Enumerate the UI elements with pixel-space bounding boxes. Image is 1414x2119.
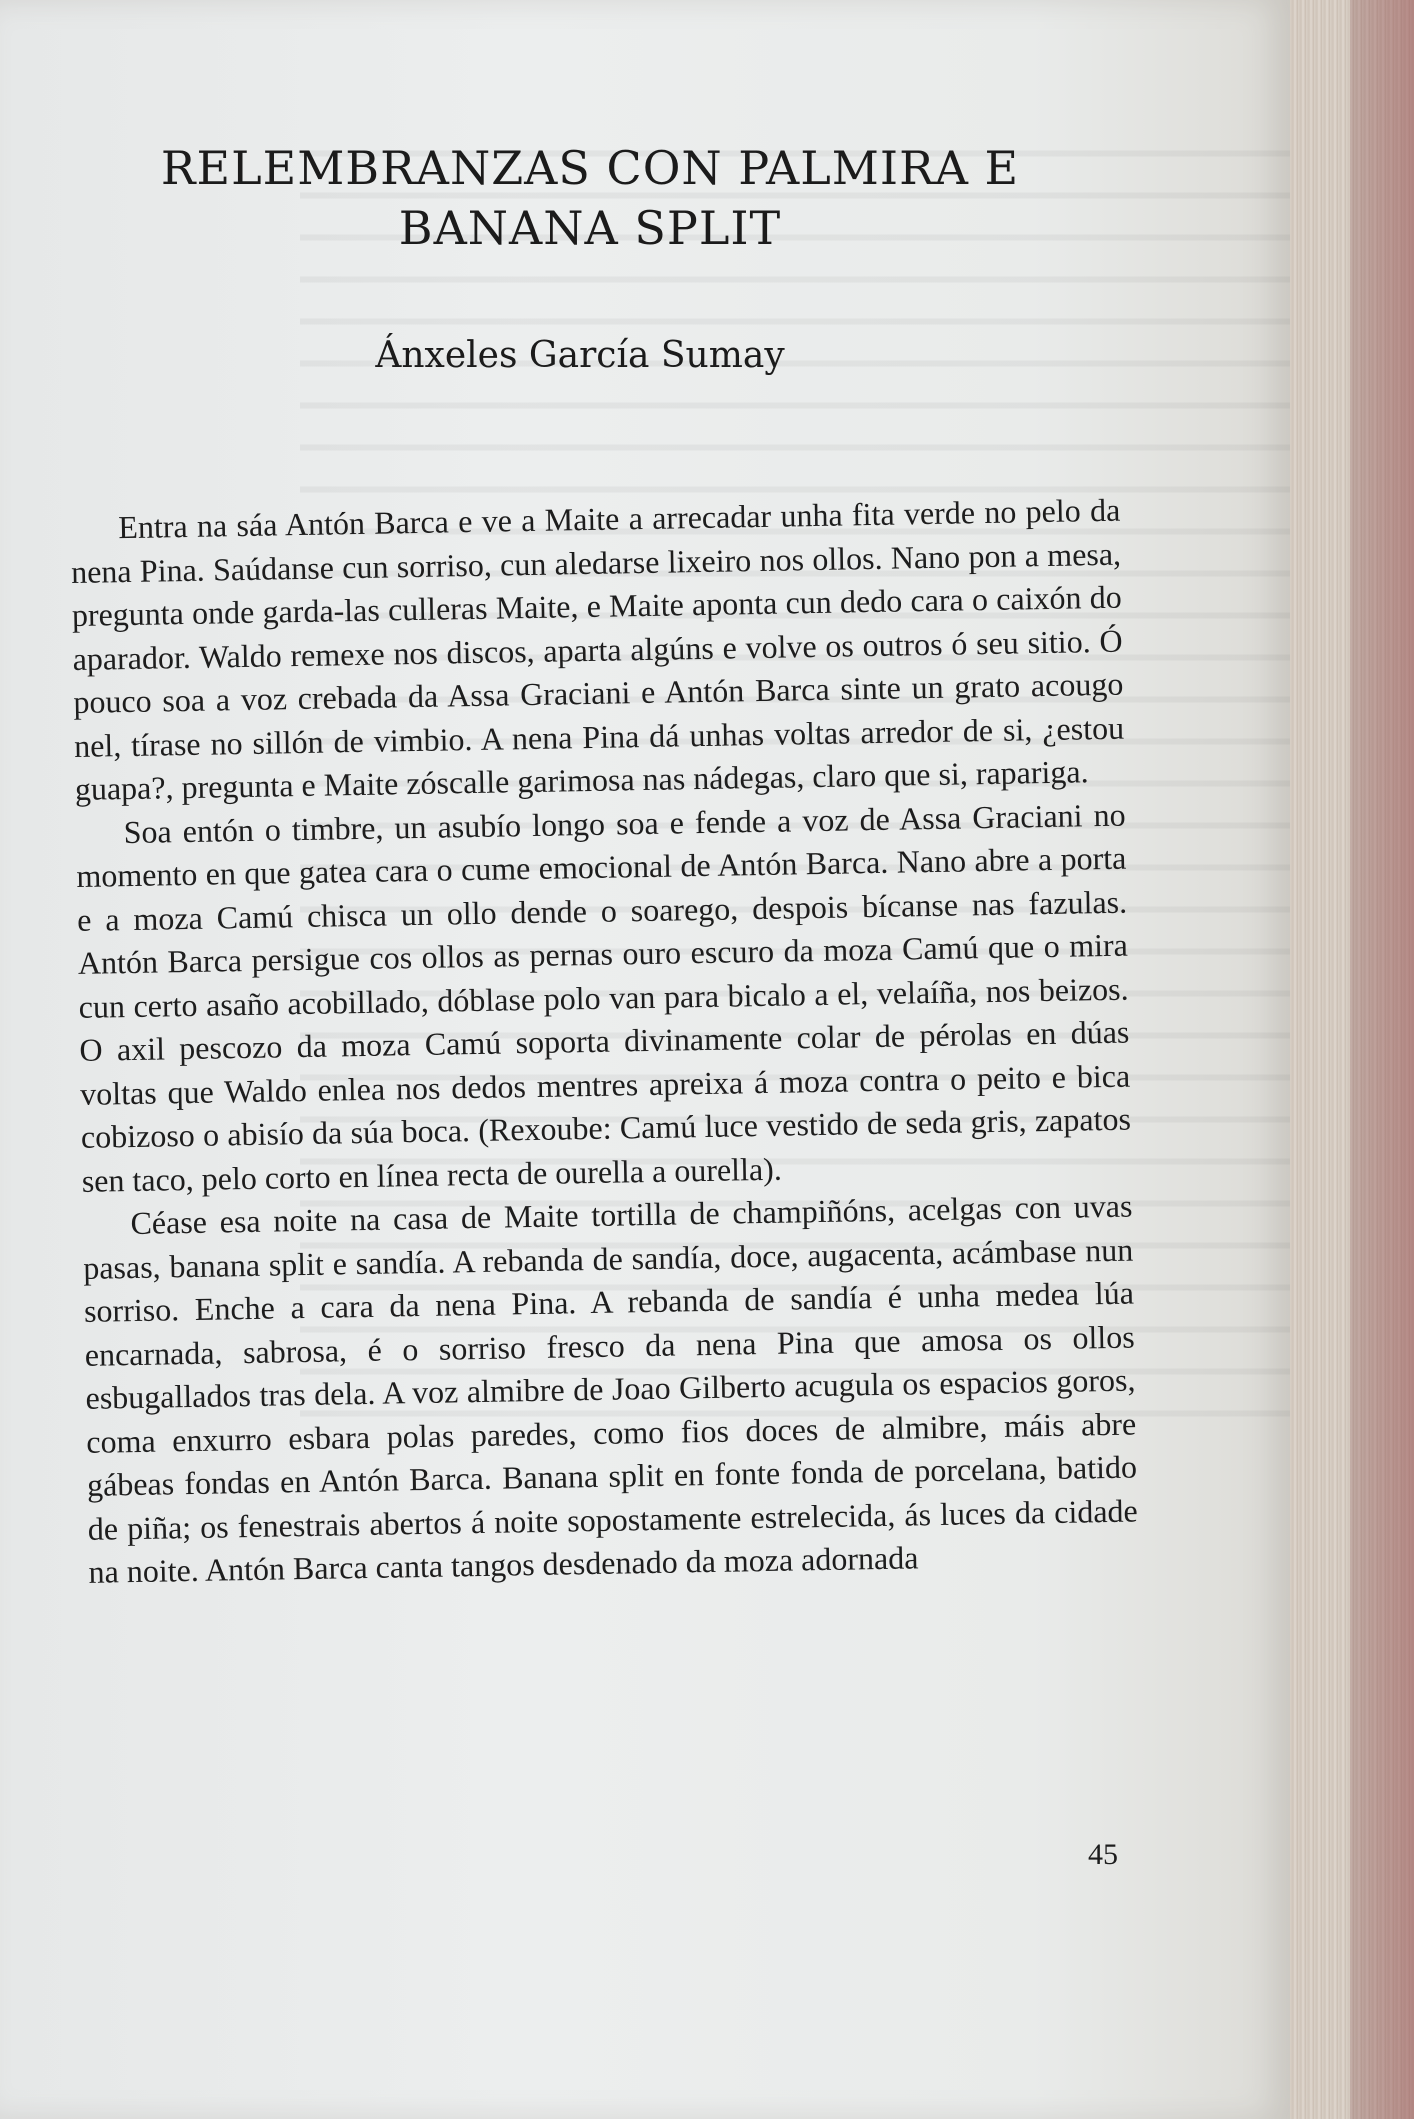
page-number: 45 (1088, 1838, 1118, 1871)
body-text (70, 489, 1139, 1595)
title-line-1: RELEMBRANZAS CON PALMIRA E (160, 141, 1020, 195)
author-name: Ánxeles García Sumay (375, 335, 785, 376)
chapter-title (90, 138, 1090, 258)
page-edges (1290, 0, 1414, 2119)
paragraph-1: Entra na sáa Antón Barca e ve a Maite a arrecadar unha fita verde no pelo da nena Pina. Saúdanse cun sorriso, cun aledarse lixeiro nos ollos. Nano pon a mesa, pregunta onde garda-las culleras Maite, e Maite aponta cun dedo cara o caixón do aparador. Waldo remexe nos discos, aparta algúns e volve os outros ó seu sitio. Ó pouco soa a voz crebada da Assa Graciani e Antón Barca sinte un grato acougo nel, tírase no sillón de vimbio. A nena Pina dá unhas voltas arredor de si, ¿estou guapa?, pregunta e Maite zóscalle garimosa nas nádegas, claro que si, rapariga. (70, 491, 1125, 807)
title-line-2: BANANA SPLIT (398, 201, 782, 255)
paragraph-3: Céase esa noite na casa de Maite tortilla de champiñóns, acelgas con uvas pasas, banana split e sandía. A rebanda de sandía, doce, augacenta, acámbase nun sorriso. Enche a cara da nena Pina. A rebanda de sandía é unha medea lúa encarnada, sabrosa, é o sorriso fresco da nena Pina que amosa os ollos esbugallados tras dela. A voz almibre de Joao Gilberto acugula os espacios goros, coma enxurro esbara polas paredes, como fios doces de almibre, máis abre gábeas fondas en Antón Barca. Banana split en fonte fonda de porcelana, batido de piña; os fenestrais abertos á noite sopostamente estrelecida, ás luces da cidade na noite. Antón Barca canta tangos desdenado da moza adornada (82, 1187, 1138, 1590)
paragraph-2: Soa entón o timbre, un asubío longo soa e fende a voz de Assa Graciani no momento en que gatea cara o cume emocional de Antón Barca. Nano abre a porta e a moza Camú chisca un ollo dende o soarego, despois bícanse nas fazulas. Antón Barca persigue cos ollos as pernas ouro escuro da moza Camú que o mira cun certo asaño acobillado, dóblase polo van para bicalo a el, velaíña, nos beizos. O axil pescozo da moza Camú soporta divinamente colar de pérolas en dúas voltas que Waldo enlea nos dedos mentres apreixa á moza contra o peito e bica cobizoso o abisío da súa boca. (Rexoube: Camú luce vestido de seda gris, zapatos sen taco, pelo corto en línea recta de ourella a ourella). (76, 796, 1132, 1199)
